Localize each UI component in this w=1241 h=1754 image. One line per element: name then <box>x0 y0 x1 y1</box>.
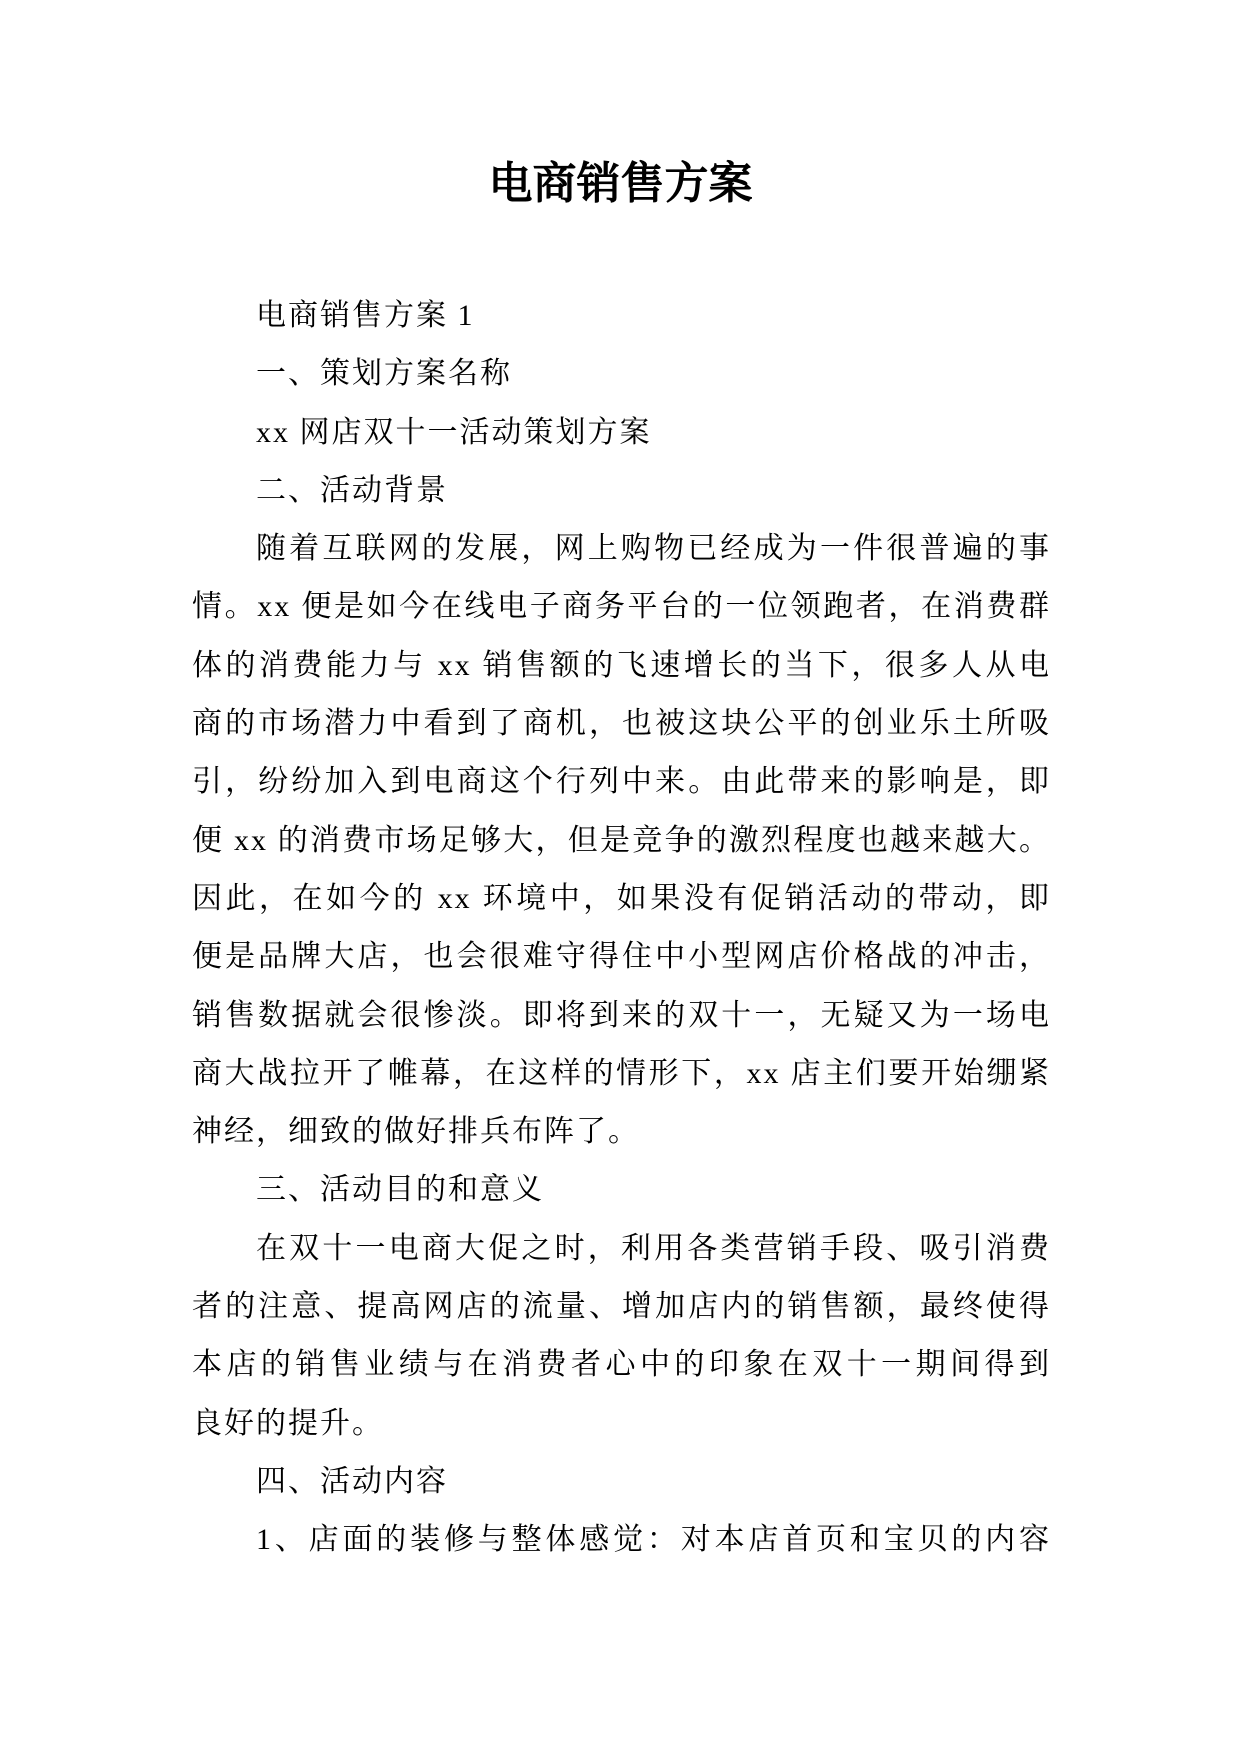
paragraph-line: 情。xx 便是如今在线电子商务平台的一位领跑者，在消费群 <box>192 590 1051 624</box>
paragraph-line: 随着互联网的发展，网上购物已经成为一件很普遍的事 <box>256 532 1051 566</box>
paragraph-line: 体的消费能力与 xx 销售额的飞速增长的当下，很多人从电 <box>192 648 1051 682</box>
paragraph-line: 者的注意、提高网店的流量、增加店内的销售额，最终使得 <box>192 1290 1051 1324</box>
paragraph-line: 销售数据就会很惨淡。即将到来的双十一，无疑又为一场电 <box>192 998 1051 1032</box>
document-title: 电商销售方案 <box>488 159 753 208</box>
paragraph <box>192 1511 1051 1569</box>
paragraph-line: xx 网店双十一活动策划方案 <box>256 415 652 449</box>
paragraph-line: 一、策划方案名称 <box>256 357 512 391</box>
document-body <box>192 287 1051 1570</box>
paragraph-line: 本店的销售业绩与在消费者心中的印象在双十一期间得到 <box>192 1348 1051 1382</box>
paragraph-line: 在双十一电商大促之时，利用各类营销手段、吸引消费 <box>256 1231 1051 1265</box>
paragraph-line: 因此，在如今的 xx 环境中，如果没有促销活动的带动，即 <box>192 881 1051 915</box>
paragraph-line: 便 xx 的消费市场足够大，但是竞争的激烈程度也越来越大。 <box>192 823 1051 857</box>
paragraph-line: 四、活动内容 <box>256 1464 448 1498</box>
paragraph-line: 便是品牌大店，也会很难守得住中小型网店价格战的冲击， <box>192 940 1051 974</box>
paragraph <box>192 1161 1051 1219</box>
paragraph <box>192 462 1051 520</box>
paragraph-line: 良好的提升。 <box>192 1406 384 1440</box>
paragraph <box>192 287 1051 345</box>
paragraph-line: 引，纷纷加入到电商这个行列中来。由此带来的影响是，即 <box>192 765 1051 799</box>
paragraph-line: 1、店面的装修与整体感觉：对本店首页和宝贝的内容 <box>256 1523 1051 1557</box>
paragraph-line: 商大战拉开了帷幕，在这样的情形下，xx 店主们要开始绷紧 <box>192 1056 1051 1090</box>
paragraph <box>192 404 1051 462</box>
paragraph-line: 二、活动背景 <box>256 473 448 507</box>
paragraph-line: 神经，细致的做好排兵布阵了。 <box>192 1115 640 1149</box>
paragraph <box>192 520 1051 1161</box>
paragraph <box>192 1220 1051 1453</box>
paragraph-line: 三、活动目的和意义 <box>256 1173 544 1207</box>
paragraph <box>192 345 1051 403</box>
paragraph-line: 商的市场潜力中看到了商机，也被这块公平的创业乐土所吸 <box>192 707 1051 741</box>
paragraph-line: 电商销售方案 1 <box>256 299 475 332</box>
paragraph <box>192 1453 1051 1511</box>
